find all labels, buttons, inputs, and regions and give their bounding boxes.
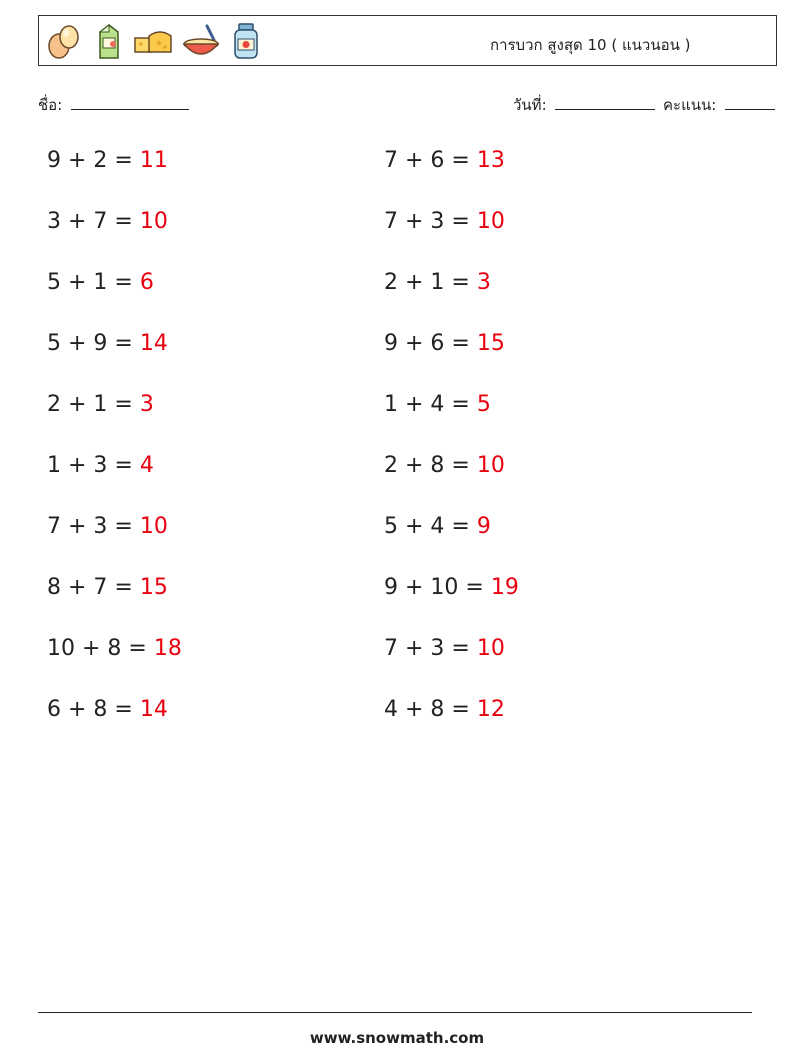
cereal-bowl-icon: [181, 22, 221, 60]
problem-left-1: [47, 148, 168, 173]
problem-question: 2 + 8 =: [384, 453, 477, 478]
problem-question: 10 + 8 =: [47, 636, 154, 661]
footer-site-link[interactable]: www.snowmath.com: [309, 1029, 485, 1047]
jam-jar-icon: [231, 22, 261, 60]
problem-right-3: [384, 270, 491, 295]
cheese-icon: [133, 22, 173, 60]
problem-right-6: [384, 453, 505, 478]
problem-answer: 11: [139, 148, 168, 173]
problem-answer: 3: [476, 270, 491, 295]
problem-answer: 10: [476, 209, 505, 234]
name-field: [38, 93, 189, 117]
worksheet-title: การบวก สูงสุด 10 ( แนวนอน ): [490, 36, 691, 54]
problem-question: 9 + 6 =: [384, 331, 477, 356]
eggs-icon: [47, 22, 81, 60]
score-blank: [725, 95, 775, 110]
problem-question: 2 + 1 =: [384, 270, 477, 295]
problem-answer: 12: [476, 697, 505, 722]
problem-right-10: [384, 697, 505, 722]
problem-right-9: [384, 636, 505, 661]
date-label: วันที่:: [513, 96, 547, 114]
problem-answer: 19: [490, 575, 519, 600]
problem-question: 5 + 4 =: [384, 514, 477, 539]
problem-answer: 14: [139, 331, 168, 356]
problem-left-5: [47, 392, 154, 417]
problem-answer: 10: [476, 636, 505, 661]
problem-left-9: [47, 636, 182, 661]
problem-question: 4 + 8 =: [384, 697, 477, 722]
problem-left-7: [47, 514, 168, 539]
problem-question: 9 + 10 =: [384, 575, 491, 600]
problem-right-5: [384, 392, 491, 417]
milk-carton-icon: [95, 22, 123, 60]
problem-left-3: [47, 270, 154, 295]
problem-question: 5 + 1 =: [47, 270, 140, 295]
problem-right-2: [384, 209, 505, 234]
problem-answer: 10: [139, 514, 168, 539]
date-blank: [555, 95, 655, 110]
problem-question: 3 + 7 =: [47, 209, 140, 234]
problem-answer: 15: [476, 331, 505, 356]
problem-question: 9 + 2 =: [47, 148, 140, 173]
problem-left-8: [47, 575, 168, 600]
problem-right-4: [384, 331, 505, 356]
problem-answer: 10: [476, 453, 505, 478]
problem-question: 7 + 3 =: [384, 636, 477, 661]
problem-question: 1 + 4 =: [384, 392, 477, 417]
problem-question: 2 + 1 =: [47, 392, 140, 417]
problem-question: 7 + 3 =: [47, 514, 140, 539]
worksheet-header: [38, 15, 777, 66]
problem-left-2: [47, 209, 168, 234]
name-label: ชื่อ:: [38, 96, 63, 114]
problem-left-4: [47, 331, 168, 356]
problem-answer: 10: [139, 209, 168, 234]
problem-left-6: [47, 453, 154, 478]
problem-answer: 3: [139, 392, 154, 417]
problem-question: 7 + 6 =: [384, 148, 477, 173]
problem-left-10: [47, 697, 168, 722]
problem-answer: 5: [476, 392, 491, 417]
problem-right-7: [384, 514, 491, 539]
name-blank: [71, 95, 189, 110]
problem-right-1: [384, 148, 505, 173]
problem-question: 8 + 7 =: [47, 575, 140, 600]
problem-answer: 13: [476, 148, 505, 173]
problem-answer: 4: [139, 453, 154, 478]
date-field: [513, 93, 655, 117]
problem-question: 5 + 9 =: [47, 331, 140, 356]
problem-question: 1 + 3 =: [47, 453, 140, 478]
problem-answer: 6: [139, 270, 154, 295]
score-field: [663, 93, 775, 117]
footer-divider: [38, 1012, 752, 1013]
problem-question: 7 + 3 =: [384, 209, 477, 234]
problem-answer: 14: [139, 697, 168, 722]
problem-question: 6 + 8 =: [47, 697, 140, 722]
score-label: คะแนน:: [663, 96, 717, 114]
problem-answer: 9: [476, 514, 491, 539]
problem-answer: 15: [139, 575, 168, 600]
problem-right-8: [384, 575, 519, 600]
problem-answer: 18: [153, 636, 182, 661]
